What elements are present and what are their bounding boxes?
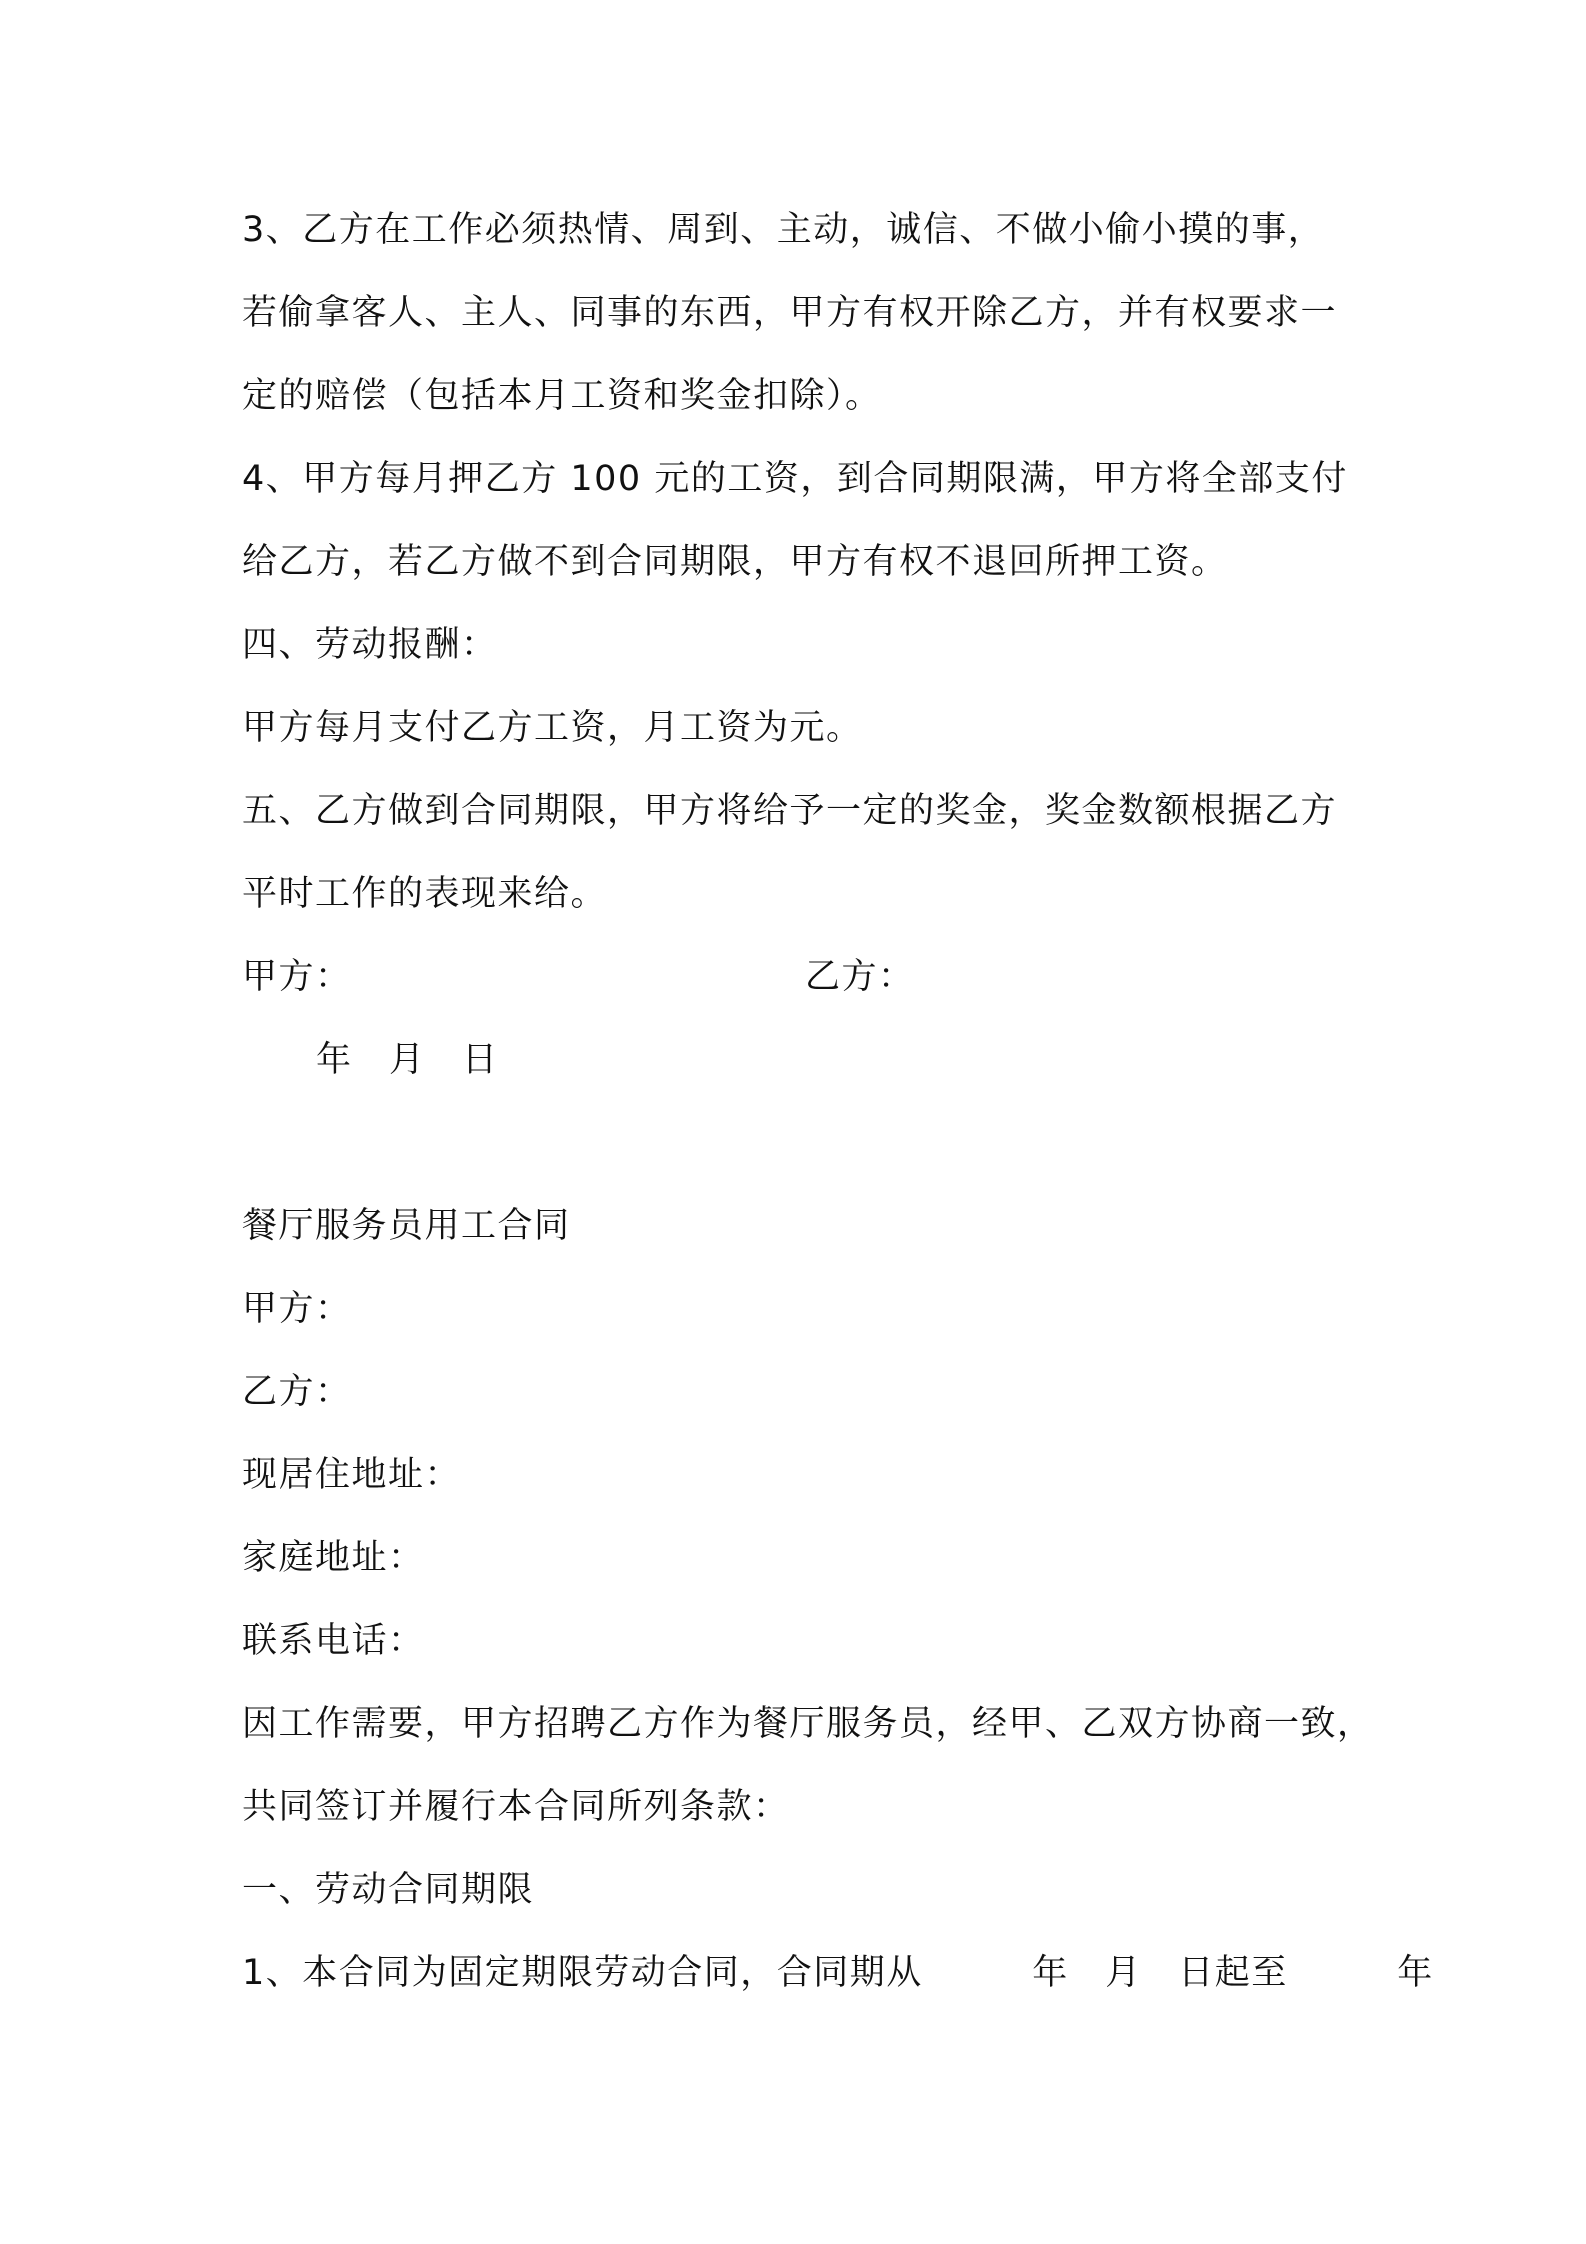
section-5-line-2: 平时工作的表现来给。 (242, 874, 608, 914)
signature-party-a: 甲方： (242, 957, 352, 997)
intro-line-1: 因工作需要，甲方招聘乙方作为餐厅服务员，经甲、乙双方协商一致， (242, 1704, 1374, 1744)
signature-date: 年 月 日 (316, 1040, 499, 1080)
clause-4-line-2: 给乙方，若乙方做不到合同期限，甲方有权不退回所押工资。 (242, 542, 1228, 582)
field-home-address: 家庭地址： (242, 1538, 425, 1578)
field-party-b: 乙方： (242, 1372, 352, 1412)
salary-line: 甲方每月支付乙方工资，月工资为元。 (242, 708, 863, 748)
field-phone: 联系电话： (242, 1621, 425, 1661)
intro-line-2: 共同签订并履行本合同所列条款： (242, 1787, 790, 1827)
signature-party-b: 乙方： (805, 957, 915, 997)
clause-1-line: 1、本合同为固定期限劳动合同，合同期从 年 月 日起至 年 (242, 1953, 1434, 1993)
clause-4-line-1: 4、甲方每月押乙方 100 元的工资，到合同期限满，甲方将全部支付 (242, 459, 1348, 499)
section-4-heading: 四、劳动报酬： (242, 625, 498, 665)
section-1-heading: 一、劳动合同期限 (242, 1870, 535, 1910)
field-current-address: 现居住地址： (242, 1455, 462, 1495)
clause-3-line-3: 定的赔偿（包括本月工资和奖金扣除）。 (242, 376, 882, 416)
clause-3-line-1: 3、乙方在工作必须热情、周到、主动，诚信、不做小偷小摸的事， (242, 210, 1325, 250)
section-5-line-1: 五、乙方做到合同期限，甲方将给予一定的奖金，奖金数额根据乙方 (242, 791, 1338, 831)
contract-title: 餐厅服务员用工合同 (242, 1206, 571, 1246)
field-party-a: 甲方： (242, 1289, 352, 1329)
clause-3-line-2: 若偷拿客人、主人、同事的东西，甲方有权开除乙方，并有权要求一 (242, 293, 1338, 333)
